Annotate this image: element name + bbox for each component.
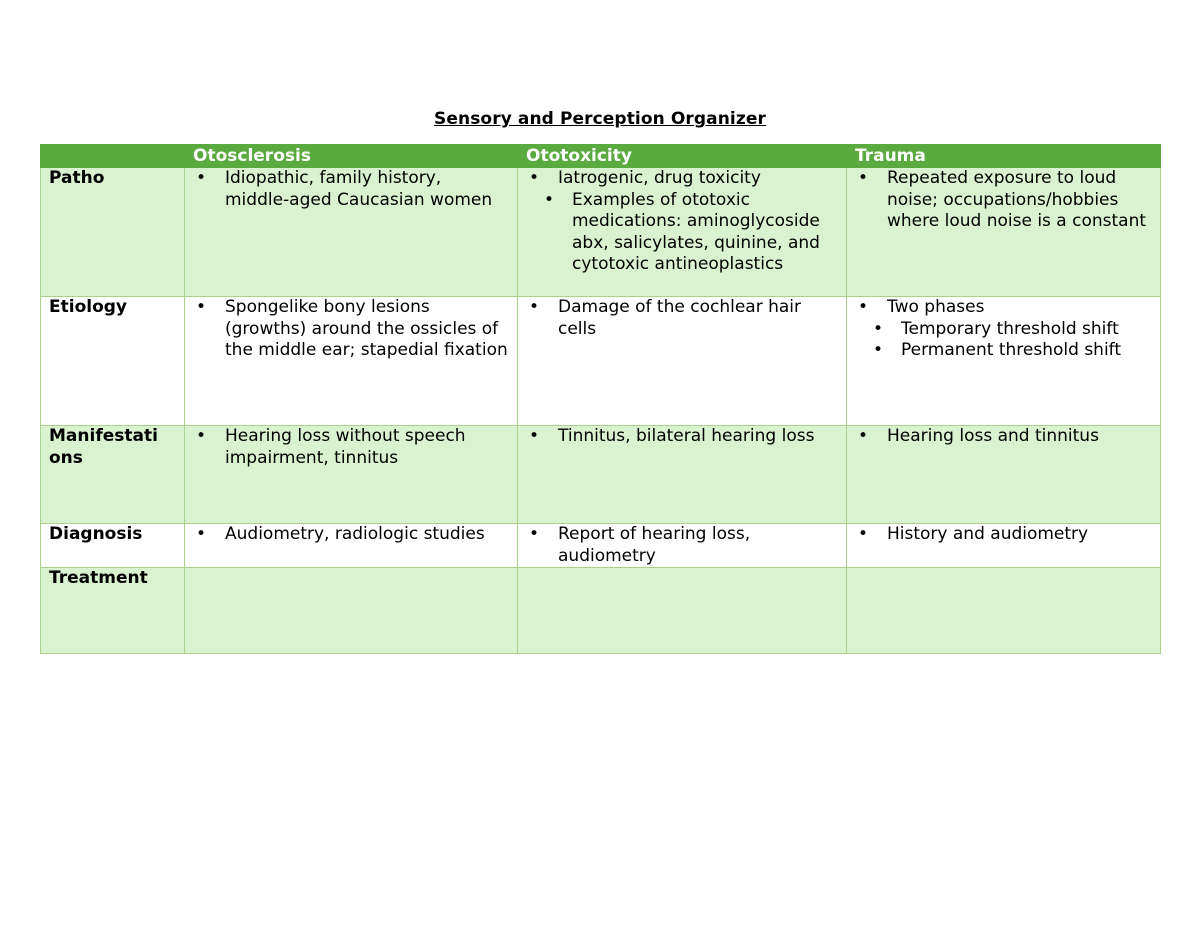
row-label-etiology: Etiology [41, 297, 185, 426]
sub-list-item: • Temporary threshold shift [855, 319, 1152, 341]
row-label-patho: Patho [41, 168, 185, 297]
cell-diagnosis-ototoxicity [518, 524, 847, 568]
list-item: • Damage of the cochlear hair cells [526, 297, 838, 340]
row-label-manifestations: Manifestati ons [41, 426, 185, 524]
table-row-manifestations [41, 426, 1161, 524]
header-trauma: Trauma [847, 145, 1161, 168]
sub-list-item: • Examples of ototoxic medications: aminoglycoside abx, salicylates, quinine, and cytotoxic antineoplastics [526, 190, 838, 276]
cell-patho-otosclerosis [185, 168, 518, 297]
cell-diagnosis-otosclerosis [185, 524, 518, 568]
header-otosclerosis: Otosclerosis [185, 145, 518, 168]
row-label-treatment: Treatment [41, 568, 185, 654]
table-row-treatment [41, 568, 1161, 654]
list-item: • Hearing loss and tinnitus [855, 426, 1152, 448]
list-item: • Two phases [855, 297, 1152, 319]
cell-etiology-trauma [847, 297, 1161, 426]
list-item: • Audiometry, radiologic studies [193, 524, 509, 546]
sub-list-item: • Permanent threshold shift [855, 340, 1152, 362]
table-row-patho [41, 168, 1161, 297]
cell-treatment-ototoxicity [518, 568, 847, 654]
row-label-diagnosis: Diagnosis [41, 524, 185, 568]
list-item: • Iatrogenic, drug toxicity [526, 168, 838, 190]
list-item: • Hearing loss without speech impairment, tinnitus [193, 426, 509, 469]
list-item: • Report of hearing loss, audiometry [526, 524, 838, 567]
cell-treatment-trauma [847, 568, 1161, 654]
cell-treatment-otosclerosis [185, 568, 518, 654]
cell-diagnosis-trauma [847, 524, 1161, 568]
organizer-table [40, 144, 1161, 654]
list-item: • History and audiometry [855, 524, 1152, 546]
cell-patho-trauma [847, 168, 1161, 297]
table-row-diagnosis [41, 524, 1161, 568]
cell-manifestations-otosclerosis [185, 426, 518, 524]
header-ototoxicity: Ototoxicity [518, 145, 847, 168]
cell-manifestations-ototoxicity [518, 426, 847, 524]
cell-etiology-otosclerosis [185, 297, 518, 426]
table-header-row [41, 145, 1161, 168]
table-row-etiology [41, 297, 1161, 426]
cell-etiology-ototoxicity [518, 297, 847, 426]
cell-patho-ototoxicity [518, 168, 847, 297]
list-item: • Idiopathic, family history, middle-aged Caucasian women [193, 168, 509, 211]
list-item: • Spongelike bony lesions (growths) around the ossicles of the middle ear; stapedial fixation [193, 297, 509, 362]
list-item: • Repeated exposure to loud noise; occupations/hobbies where loud noise is a constant [855, 168, 1152, 233]
header-cell-blank [41, 145, 185, 168]
page-title: Sensory and Perception Organizer [434, 109, 766, 129]
cell-manifestations-trauma [847, 426, 1161, 524]
list-item: • Tinnitus, bilateral hearing loss [526, 426, 838, 448]
